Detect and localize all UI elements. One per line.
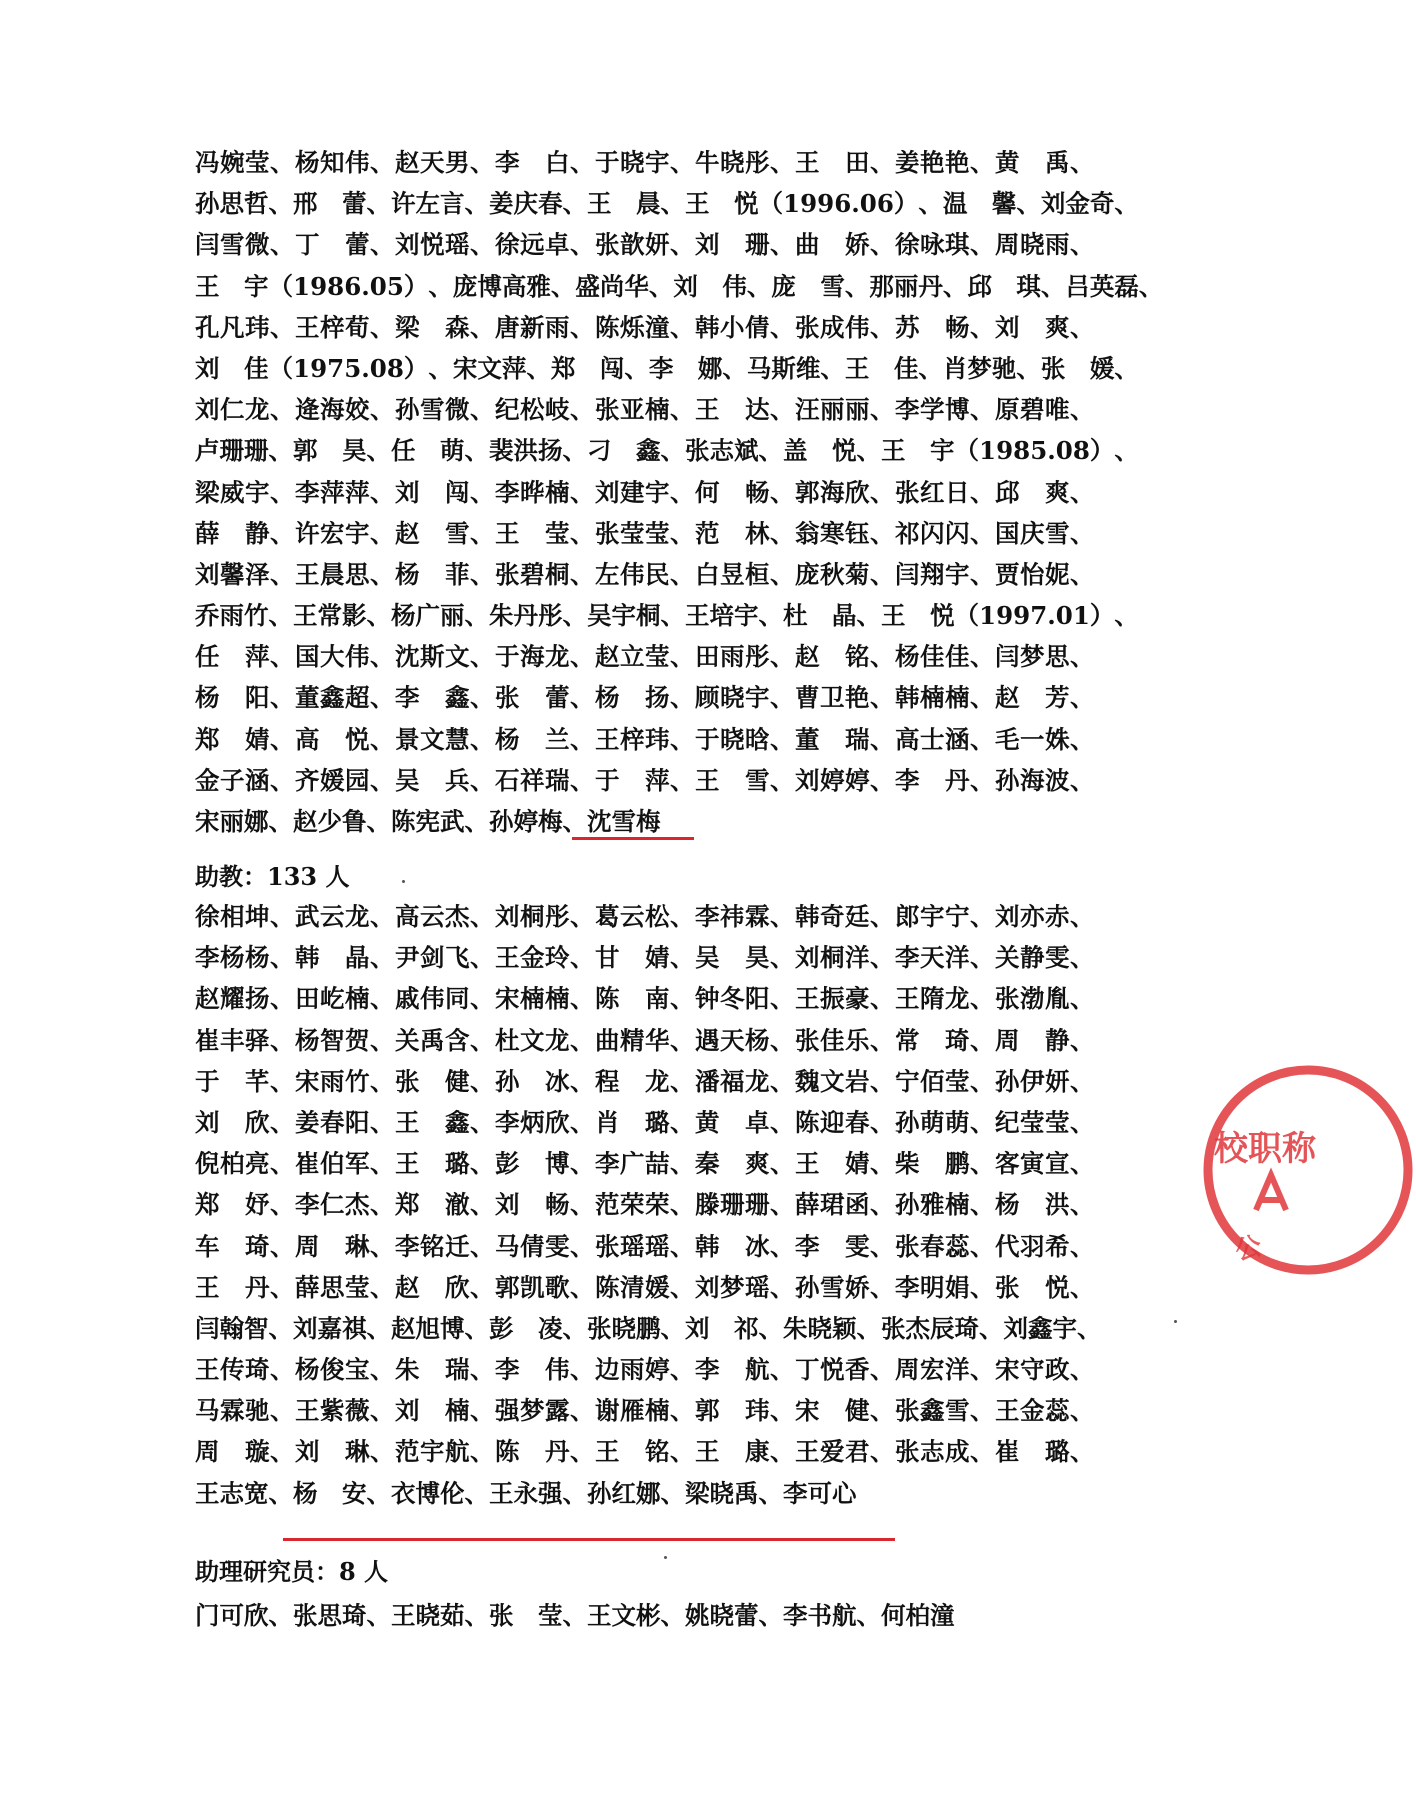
- name-list-line: 卢 珊 珊 、 郭 昊 、 任 萌 、 裴 洪 扬 、 刁 鑫 、 张 志 斌 、 盖 悦 、 王 宇 （ 1 9 8 5 . 0 8 ） 、: [195, 436, 1139, 466]
- name-list-line: 于 芊 、 宋 雨 竹 、 张 健 、 孙 冰 、 程 龙 、 潘 福 龙 、 魏 文 岩 、 宁 佰 莹 、 孙 伊 妍 、: [195, 1066, 1095, 1096]
- name-list-line: 门可欣、张思琦、王晓茹、张 莹、王文彬、姚晓蕾、李书航、何柏潼: [195, 1601, 955, 1630]
- scan-speck: [664, 1556, 667, 1559]
- name-list-line: 倪 柏 亮 、 崔 伯 军 、 王 璐 、 彭 博 、 李 广 喆 、 秦 爽 、 王 婧 、 柴 鹏 、 客 寅 宣 、: [195, 1149, 1095, 1179]
- section-title-teaching-assistant: 助教：133 人: [195, 862, 350, 891]
- name-list-line: 车 琦 、 周 琳 、 李 铭 迁 、 马 倩 雯 、 张 瑶 瑶 、 韩 冰 、 李 雯 、 张 春 蕊 、 代 羽 希 、: [195, 1231, 1095, 1261]
- name-list-line: 刘 仁 龙 、 逄 海 姣 、 孙 雪 微 、 纪 松 岐 、 张 亚 楠 、 王 达 、 汪 丽 丽 、 李 学 博 、 原 碧 唯 、: [195, 395, 1095, 425]
- name-list-line: 徐 相 坤 、 武 云 龙 、 高 云 杰 、 刘 桐 彤 、 葛 云 松 、 李 祎 霖 、 韩 奇 廷 、 郎 宇 宁 、 刘 亦 赤 、: [195, 902, 1095, 931]
- name-list-line: 杨 阳 、 董 鑫 超 、 李 鑫 、 张 蕾 、 杨 扬 、 顾 晓 宇 、 曹 卫 艳 、 韩 楠 楠 、 赵 芳 、: [195, 683, 1095, 713]
- name-list-section-3: [195, 1595, 1095, 1636]
- name-list-line: 刘 佳 （ 1 9 7 5 . 0 8 ） 、 宋 文 萍 、 郑 闯 、 李 娜 、 马 斯 维 、 王 佳 、 肖 梦 驰 、 张 媛 、: [195, 353, 1139, 383]
- name-list-line: 薛 静 、 许 宏 宇 、 赵 雪 、 王 莹 、 张 莹 莹 、 范 林 、 翁 寒 钰 、 祁 闪 闪 、 国 庆 雪 、: [195, 518, 1095, 548]
- official-seal-stamp: [1196, 1055, 1416, 1285]
- name-list-line: 王 传 琦 、 杨 俊 宝 、 朱 瑞 、 李 伟 、 边 雨 婷 、 李 航 、 丁 悦 香 、 周 宏 洋 、 宋 守 政 、: [195, 1355, 1095, 1385]
- name-list-section-2: [195, 896, 1102, 1514]
- name-list-line: 崔 丰 驿 、 杨 智 贺 、 关 禹 含 、 杜 文 龙 、 曲 精 华 、 遇 天 杨 、 张 佳 乐 、 常 琦 、 周 静 、: [195, 1025, 1095, 1055]
- name-list-line: 孙 思 哲 、 邢 蕾 、 许 左 言 、 姜 庆 春 、 王 晨 、 王 悦 （ 1 9 9 6 . 0 6 ） 、 温 馨 、 刘 金 奇 、: [195, 189, 1139, 219]
- name-list-line: 孔 凡 玮 、 王 梓 荀 、 梁 森 、 唐 新 雨 、 陈 烁 潼 、 韩 小 倩 、 张 成 伟 、 苏 畅 、 刘 爽 、: [195, 312, 1095, 342]
- name-list-line: 任 萍 、 国 大 伟 、 沈 斯 文 、 于 海 龙 、 赵 立 莹 、 田 雨 彤 、 赵 铭 、 杨 佳 佳 、 闫 梦 思 、: [195, 642, 1095, 672]
- section-title-assistant-researcher: 助理研究员：8 人: [195, 1557, 389, 1586]
- name-list-line: 郑 妤 、 李 仁 杰 、 郑 澈 、 刘 畅 、 范 荣 荣 、 滕 珊 珊 、 薛 珺 函 、 孙 雅 楠 、 杨 洪 、: [195, 1190, 1095, 1220]
- name-list-line: 李 杨 杨 、 韩 晶 、 尹 剑 飞 、 王 金 玲 、 甘 婧 、 吴 昊 、 刘 桐 洋 、 李 天 洋 、 关 静 雯 、: [195, 943, 1095, 973]
- name-list-line: 闫 雪 微 、 丁 蕾 、 刘 悦 瑶 、 徐 远 卓 、 张 歆 妍 、 刘 珊 、 曲 娇 、 徐 咏 琪 、 周 晓 雨 、: [195, 230, 1095, 260]
- svg-text:校职称: 校职称: [1214, 1129, 1316, 1169]
- name-list-line: 梁 威 宇 、 李 萍 萍 、 刘 闯 、 李 晔 楠 、 刘 建 宇 、 何 畅 、 郭 海 欣 、 张 红 日 、 邱 爽 、: [195, 477, 1095, 507]
- scan-speck: [1174, 1320, 1177, 1323]
- name-list-line: 乔 雨 竹 、 王 常 影 、 杨 广 丽 、 朱 丹 彤 、 吴 宇 桐 、 王 培 宇 、 杜 晶 、 王 悦 （ 1 9 9 7 . 0 1 ） 、: [195, 601, 1139, 631]
- scan-speck: [402, 880, 405, 883]
- name-list-line: 赵 耀 扬 、 田 屹 楠 、 戚 伟 同 、 宋 楠 楠 、 陈 南 、 钟 冬 阳 、 王 振 豪 、 王 隋 龙 、 张 渤 胤 、: [195, 984, 1095, 1014]
- red-underline-1: [572, 837, 694, 840]
- name-list-line: 金 子 涵 、 齐 媛 园 、 吴 兵 、 石 祥 瑞 、 于 萍 、 王 雪 、 刘 婷 婷 、 李 丹 、 孙 海 波 、: [195, 765, 1095, 795]
- name-list-line: 宋丽娜、赵少鲁、陈宪武、孙婷梅、沈雪梅: [195, 807, 661, 836]
- name-list-line: 冯 婉 莹 、 杨 知 伟 、 赵 天 男 、 李 白 、 于 晓 宇 、 牛 晓 彤 、 王 田 、 姜 艳 艳 、 黄 禹 、: [195, 148, 1095, 177]
- svg-text:公: 公: [1232, 1231, 1265, 1267]
- name-list-line: 刘 欣 、 姜 春 阳 、 王 鑫 、 李 炳 欣 、 肖 璐 、 黄 卓 、 陈 迎 春 、 孙 萌 萌 、 纪 莹 莹 、: [195, 1107, 1095, 1137]
- name-list-line: 王志宽、杨 安、衣博伦、王永强、孙红娜、梁晓禹、李可心: [195, 1478, 857, 1508]
- name-list-line: 郑 婧 、 高 悦 、 景 文 慧 、 杨 兰 、 王 梓 玮 、 于 晓 晗 、 董 瑞 、 高 士 涵 、 毛 一 姝 、: [195, 724, 1095, 754]
- name-list-line: 王 宇 （ 1 9 8 6 . 0 5 ） 、 庞 博 高 雅 、 盛 尚 华 、 刘 伟 、 庞 雪 、 那 丽 丹 、 邱 琪 、 吕 英 磊 、: [195, 271, 1164, 301]
- name-list-line: 刘 馨 泽 、 王 晨 思 、 杨 菲 、 张 碧 桐 、 左 伟 民 、 白 昱 桓 、 庞 秋 菊 、 闫 翔 宇 、 贾 怡 妮 、: [195, 559, 1095, 589]
- name-list-line: 闫 翰 智 、 刘 嘉 祺 、 赵 旭 博 、 彭 凌 、 张 晓 鹏 、 刘 祁 、 朱 晓 颖 、 张 杰 辰 琦 、 刘 鑫 宇 、: [195, 1313, 1102, 1343]
- name-list-line: 王 丹 、 薛 思 莹 、 赵 欣 、 郭 凯 歌 、 陈 清 媛 、 刘 梦 瑶 、 孙 雪 娇 、 李 明 娟 、 张 悦 、: [195, 1272, 1095, 1302]
- name-list-line: 周 璇 、 刘 琳 、 范 宇 航 、 陈 丹 、 王 铭 、 王 康 、 王 爱 君 、 张 志 成 、 崔 璐 、: [195, 1437, 1095, 1467]
- name-list-line: 马 霖 驰 、 王 紫 薇 、 刘 楠 、 强 梦 露 、 谢 雁 楠 、 郭 玮 、 宋 健 、 张 鑫 雪 、 王 金 蕊 、: [195, 1396, 1095, 1426]
- red-underline-2: [283, 1538, 895, 1541]
- name-list-section-1: [195, 142, 1164, 842]
